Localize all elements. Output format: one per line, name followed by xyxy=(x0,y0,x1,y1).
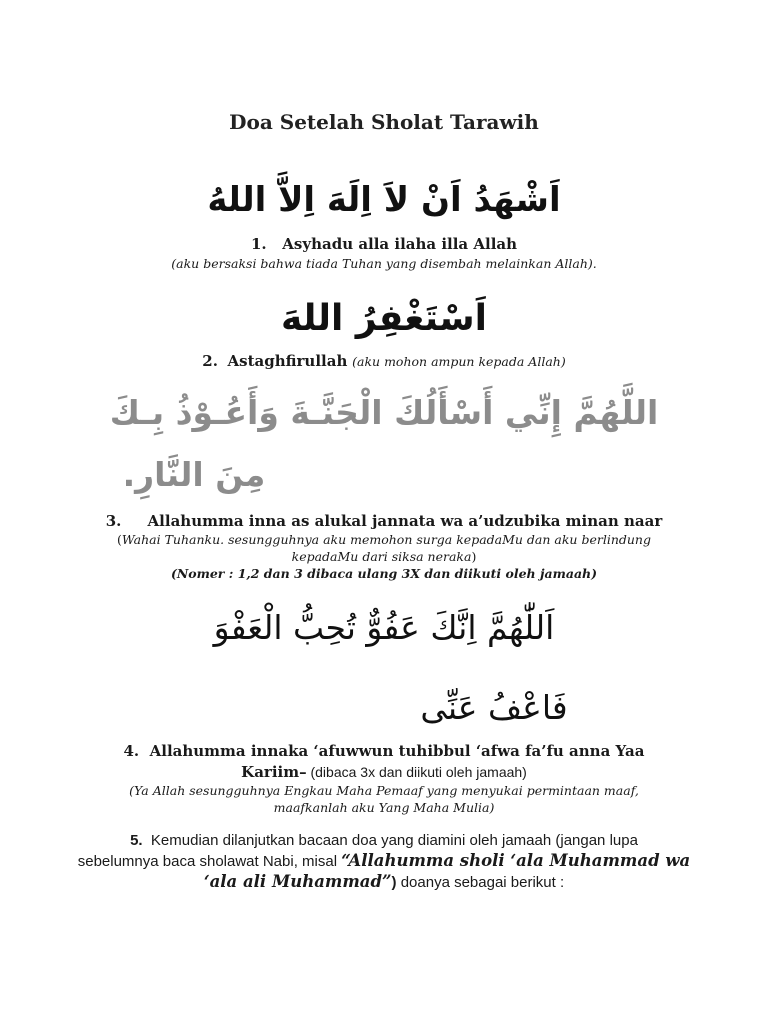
item-5-text3: doanya sebagai berikut : xyxy=(396,874,565,891)
item-3-meaning-line2 xyxy=(0,549,768,564)
item-3-note: (Nomer : 1,2 dan 3 dibaca ulang 3X dan diikuti oleh jamaah) xyxy=(170,566,598,581)
item-3-meaning-open: ( xyxy=(117,532,122,547)
page-title: Doa Setelah Sholat Tarawih xyxy=(229,110,539,134)
item-5-quote2: ‘ala ali Muhammad” xyxy=(203,872,392,891)
item-5-quote1: “Allahumma sholi ‘ala Muhammad wa xyxy=(341,851,691,870)
item-3-meaning-text1: Wahai Tuhanku. sesungguhnya aku memohon surga kepadaMu dan aku berlindung xyxy=(121,532,651,547)
item-3-number: 3. xyxy=(105,512,122,530)
item-4-latin-line1 xyxy=(0,742,768,760)
item-4-instruction: (dibaca 3x dan diikuti oleh jamaah) xyxy=(306,764,527,780)
item-4-number: 4. xyxy=(123,742,140,760)
item-3-meaning-line1 xyxy=(0,532,768,547)
item-4-latin-line2 xyxy=(0,763,768,781)
item-2-meaning: (aku mohon ampun kepada Allah) xyxy=(352,354,566,369)
arabic-doa-afwu-line1: اَللّٰهُمَّ اِنَّكَ عَفُوٌّ تُحِبُّ الْعَفْوَ xyxy=(213,608,555,647)
item-5-text2: sebelumnya baca sholawat Nabi, misal xyxy=(77,853,342,870)
item-4-text1: Allahumma innaka ‘afuwwun tuhibbul ‘afwa fa’fu anna Yaa xyxy=(149,742,645,760)
item-3-latin xyxy=(0,512,768,530)
item-3-text: Allahumma inna as alukal jannata wa a’udzubika minan naar xyxy=(147,512,663,530)
item-5-number: 5. xyxy=(130,832,143,849)
item-5-line2 xyxy=(0,851,768,870)
item-1-number: 1. xyxy=(250,235,267,253)
arabic-istighfar: اَسْتَغْفِرُ اللهَ xyxy=(281,298,487,339)
item-2-latin xyxy=(0,352,768,370)
arabic-doa-surga-line2: مِنَ النَّارِ. xyxy=(122,455,266,494)
item-5-line1 xyxy=(0,832,768,849)
item-5-text1: Kemudian dilanjutkan bacaan doa yang diamini oleh jamaah (jangan lupa xyxy=(150,832,638,849)
item-3-meaning-text2: kepadaMu dari siksa neraka xyxy=(291,549,472,564)
item-4-text2: Kariim xyxy=(241,763,300,781)
item-1-meaning: (aku bersaksi bahwa tiada Tuhan yang disembah melainkan Allah). xyxy=(171,256,597,271)
arabic-shahada: اَشْهَدُ اَنْ لاَ اِلَهَ اِلاَّ اللهُ xyxy=(207,180,561,220)
item-1-latin xyxy=(0,235,768,253)
item-4-dash: – xyxy=(299,763,307,781)
item-1-text: Asyhadu alla ilaha illa Allah xyxy=(282,235,518,253)
item-5-close: ) xyxy=(391,874,397,891)
item-5-line3 xyxy=(0,872,768,891)
arabic-doa-surga-line1: اللَّهُمَّ إِنِّي أَسْأَلُكَ الْجَنَّـةَ وَأَعُـوْذُ بِـكَ xyxy=(109,393,659,432)
item-3-meaning-close: ) xyxy=(471,549,477,564)
item-2-text: Astaghfirullah xyxy=(227,352,348,370)
arabic-doa-afwu-line2: فَاعْفُ عَنِّى xyxy=(420,688,568,727)
item-4-meaning-line1: (Ya Allah sesungguhnya Engkau Maha Pemaaf yang menyukai permintaan maaf, xyxy=(129,783,639,798)
item-4-meaning-line2: maafkanlah aku Yang Maha Mulia) xyxy=(273,800,495,815)
item-2-number: 2. xyxy=(202,352,218,370)
